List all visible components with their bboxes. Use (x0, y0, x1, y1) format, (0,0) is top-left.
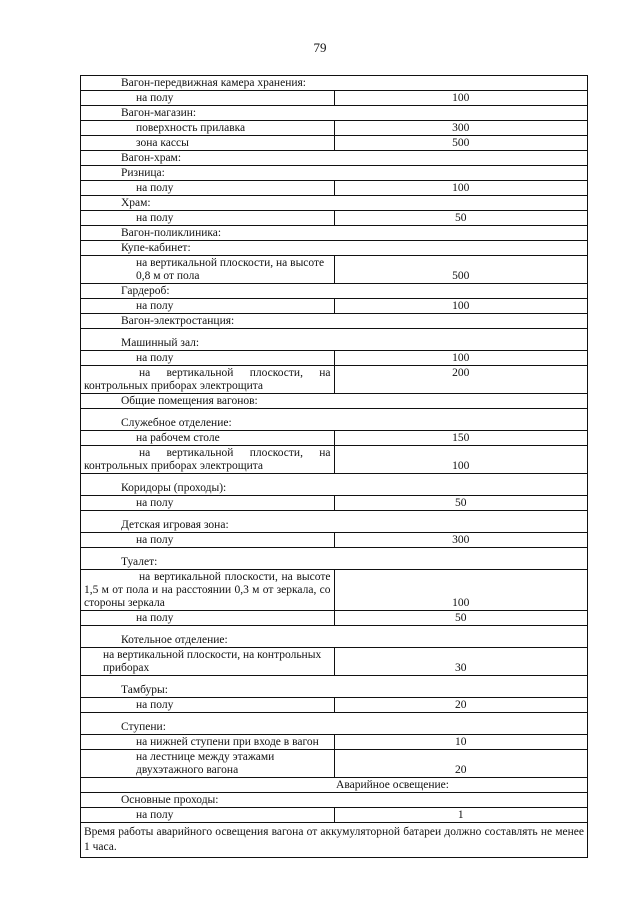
row-value: 50 (334, 211, 588, 226)
table-section-heading (81, 409, 588, 431)
table-row (81, 648, 588, 676)
section-heading-text: Вагон-электростанция: (81, 314, 588, 329)
table-section-heading (81, 548, 588, 570)
row-value: 50 (334, 611, 588, 626)
section-heading-text: Купе-кабинет: (81, 241, 588, 256)
table-section-heading (81, 713, 588, 735)
section-heading-text: Вагон-магазин: (81, 106, 588, 121)
section-heading-text: Гардероб: (81, 284, 588, 299)
table-section-heading (81, 394, 588, 409)
row-value: 100 (334, 570, 588, 611)
section-heading-text: Вагон-передвижная камера хранения: (81, 76, 588, 91)
row-value: 100 (334, 446, 588, 474)
table-row (81, 211, 588, 226)
section-heading-text: Котельное отделение: (81, 626, 588, 648)
table-section-heading (81, 106, 588, 121)
note-text: Время работы аварийного освещения вагона от аккумуляторной батареи должно составлять не менее 1 часа. (81, 823, 588, 858)
table-section-heading (81, 284, 588, 299)
table-section-heading (81, 166, 588, 181)
table-row (81, 351, 588, 366)
row-value: 150 (334, 431, 588, 446)
table-section-heading (81, 474, 588, 496)
table-row (81, 299, 588, 314)
table-row (81, 533, 588, 548)
row-label: на нижней ступени при входе в вагон (81, 735, 335, 750)
table-row (81, 431, 588, 446)
row-value: 500 (334, 136, 588, 151)
row-label: на вертикальной плоскости, на контрольных приборах (81, 648, 335, 676)
table-section-heading (81, 511, 588, 533)
table-row (81, 91, 588, 106)
row-label: на вертикальной плоскости, на контрольных приборах электрощита (81, 366, 335, 394)
row-label: на полу (81, 698, 335, 713)
table-section-title (81, 778, 588, 793)
table-section-heading (81, 329, 588, 351)
table-row (81, 256, 588, 284)
row-value: 100 (334, 181, 588, 196)
row-label: на полу (81, 181, 335, 196)
table-row (81, 698, 588, 713)
table-section-heading (81, 676, 588, 698)
row-value: 100 (334, 351, 588, 366)
table-section-heading (81, 314, 588, 329)
section-heading-text: Детская игровая зона: (81, 511, 588, 533)
row-label: на лестнице между этажами двухэтажного вагона (81, 750, 335, 778)
row-label: поверхность прилавка (81, 121, 335, 136)
row-label: на вертикальной плоскости, на высоте 0,8 м от пола (81, 256, 335, 284)
row-value: 30 (334, 648, 588, 676)
section-heading-text: Тамбуры: (81, 676, 588, 698)
table-section-heading (81, 626, 588, 648)
row-label: на полу (81, 299, 335, 314)
table-section-heading (81, 793, 588, 808)
table-row (81, 446, 588, 474)
row-value: 300 (334, 121, 588, 136)
section-heading-text: Туалет: (81, 548, 588, 570)
table-row (81, 181, 588, 196)
row-value: 50 (334, 496, 588, 511)
table-body (81, 76, 588, 858)
row-label: на вертикальной плоскости, на контрольных приборах электрощита (81, 446, 335, 474)
row-label: на полу (81, 611, 335, 626)
table-section-heading (81, 151, 588, 166)
row-label: на полу (81, 91, 335, 106)
row-label: на полу (81, 351, 335, 366)
section-heading-text: Ступени: (81, 713, 588, 735)
row-value: 100 (334, 299, 588, 314)
row-label: на полу (81, 211, 335, 226)
section-heading-text: Машинный зал: (81, 329, 588, 351)
row-value: 100 (334, 91, 588, 106)
section-heading-text: Коридоры (проходы): (81, 474, 588, 496)
row-value: 20 (334, 750, 588, 778)
row-value: 200 (334, 366, 588, 394)
row-label: на полу (81, 808, 335, 823)
row-value: 1 (334, 808, 588, 823)
section-heading-text: Вагон-храм: (81, 151, 588, 166)
row-value: 10 (334, 735, 588, 750)
illumination-norms-table (80, 75, 588, 858)
row-label: зона кассы (81, 136, 335, 151)
table-row (81, 136, 588, 151)
table-section-heading (81, 241, 588, 256)
table-row (81, 121, 588, 136)
section-title-text: Аварийное освещение: (81, 778, 588, 793)
row-label: на полу (81, 533, 335, 548)
row-label: на рабочем столе (81, 431, 335, 446)
table-section-heading (81, 226, 588, 241)
section-heading-text: Основные проходы: (81, 793, 588, 808)
table-section-heading (81, 76, 588, 91)
section-heading-text: Ризница: (81, 166, 588, 181)
table-row (81, 750, 588, 778)
row-value: 300 (334, 533, 588, 548)
table-row (81, 735, 588, 750)
table-note-row (81, 823, 588, 858)
table-row (81, 496, 588, 511)
page-number: 79 (313, 40, 327, 55)
table-row (81, 570, 588, 611)
section-heading-text: Храм: (81, 196, 588, 211)
section-heading-text: Служебное отделение: (81, 409, 588, 431)
table-row (81, 366, 588, 394)
table-row (81, 611, 588, 626)
section-heading-text: Вагон-поликлиника: (81, 226, 588, 241)
table-row (81, 808, 588, 823)
row-value: 500 (334, 256, 588, 284)
table-section-heading (81, 196, 588, 211)
row-value: 20 (334, 698, 588, 713)
section-heading-text: Общие помещения вагонов: (81, 394, 588, 409)
row-label: на полу (81, 496, 335, 511)
row-label: на вертикальной плоскости, на высоте 1,5 м от пола и на расстоянии 0,3 м от зеркала, со стороны зеркала (81, 570, 335, 611)
